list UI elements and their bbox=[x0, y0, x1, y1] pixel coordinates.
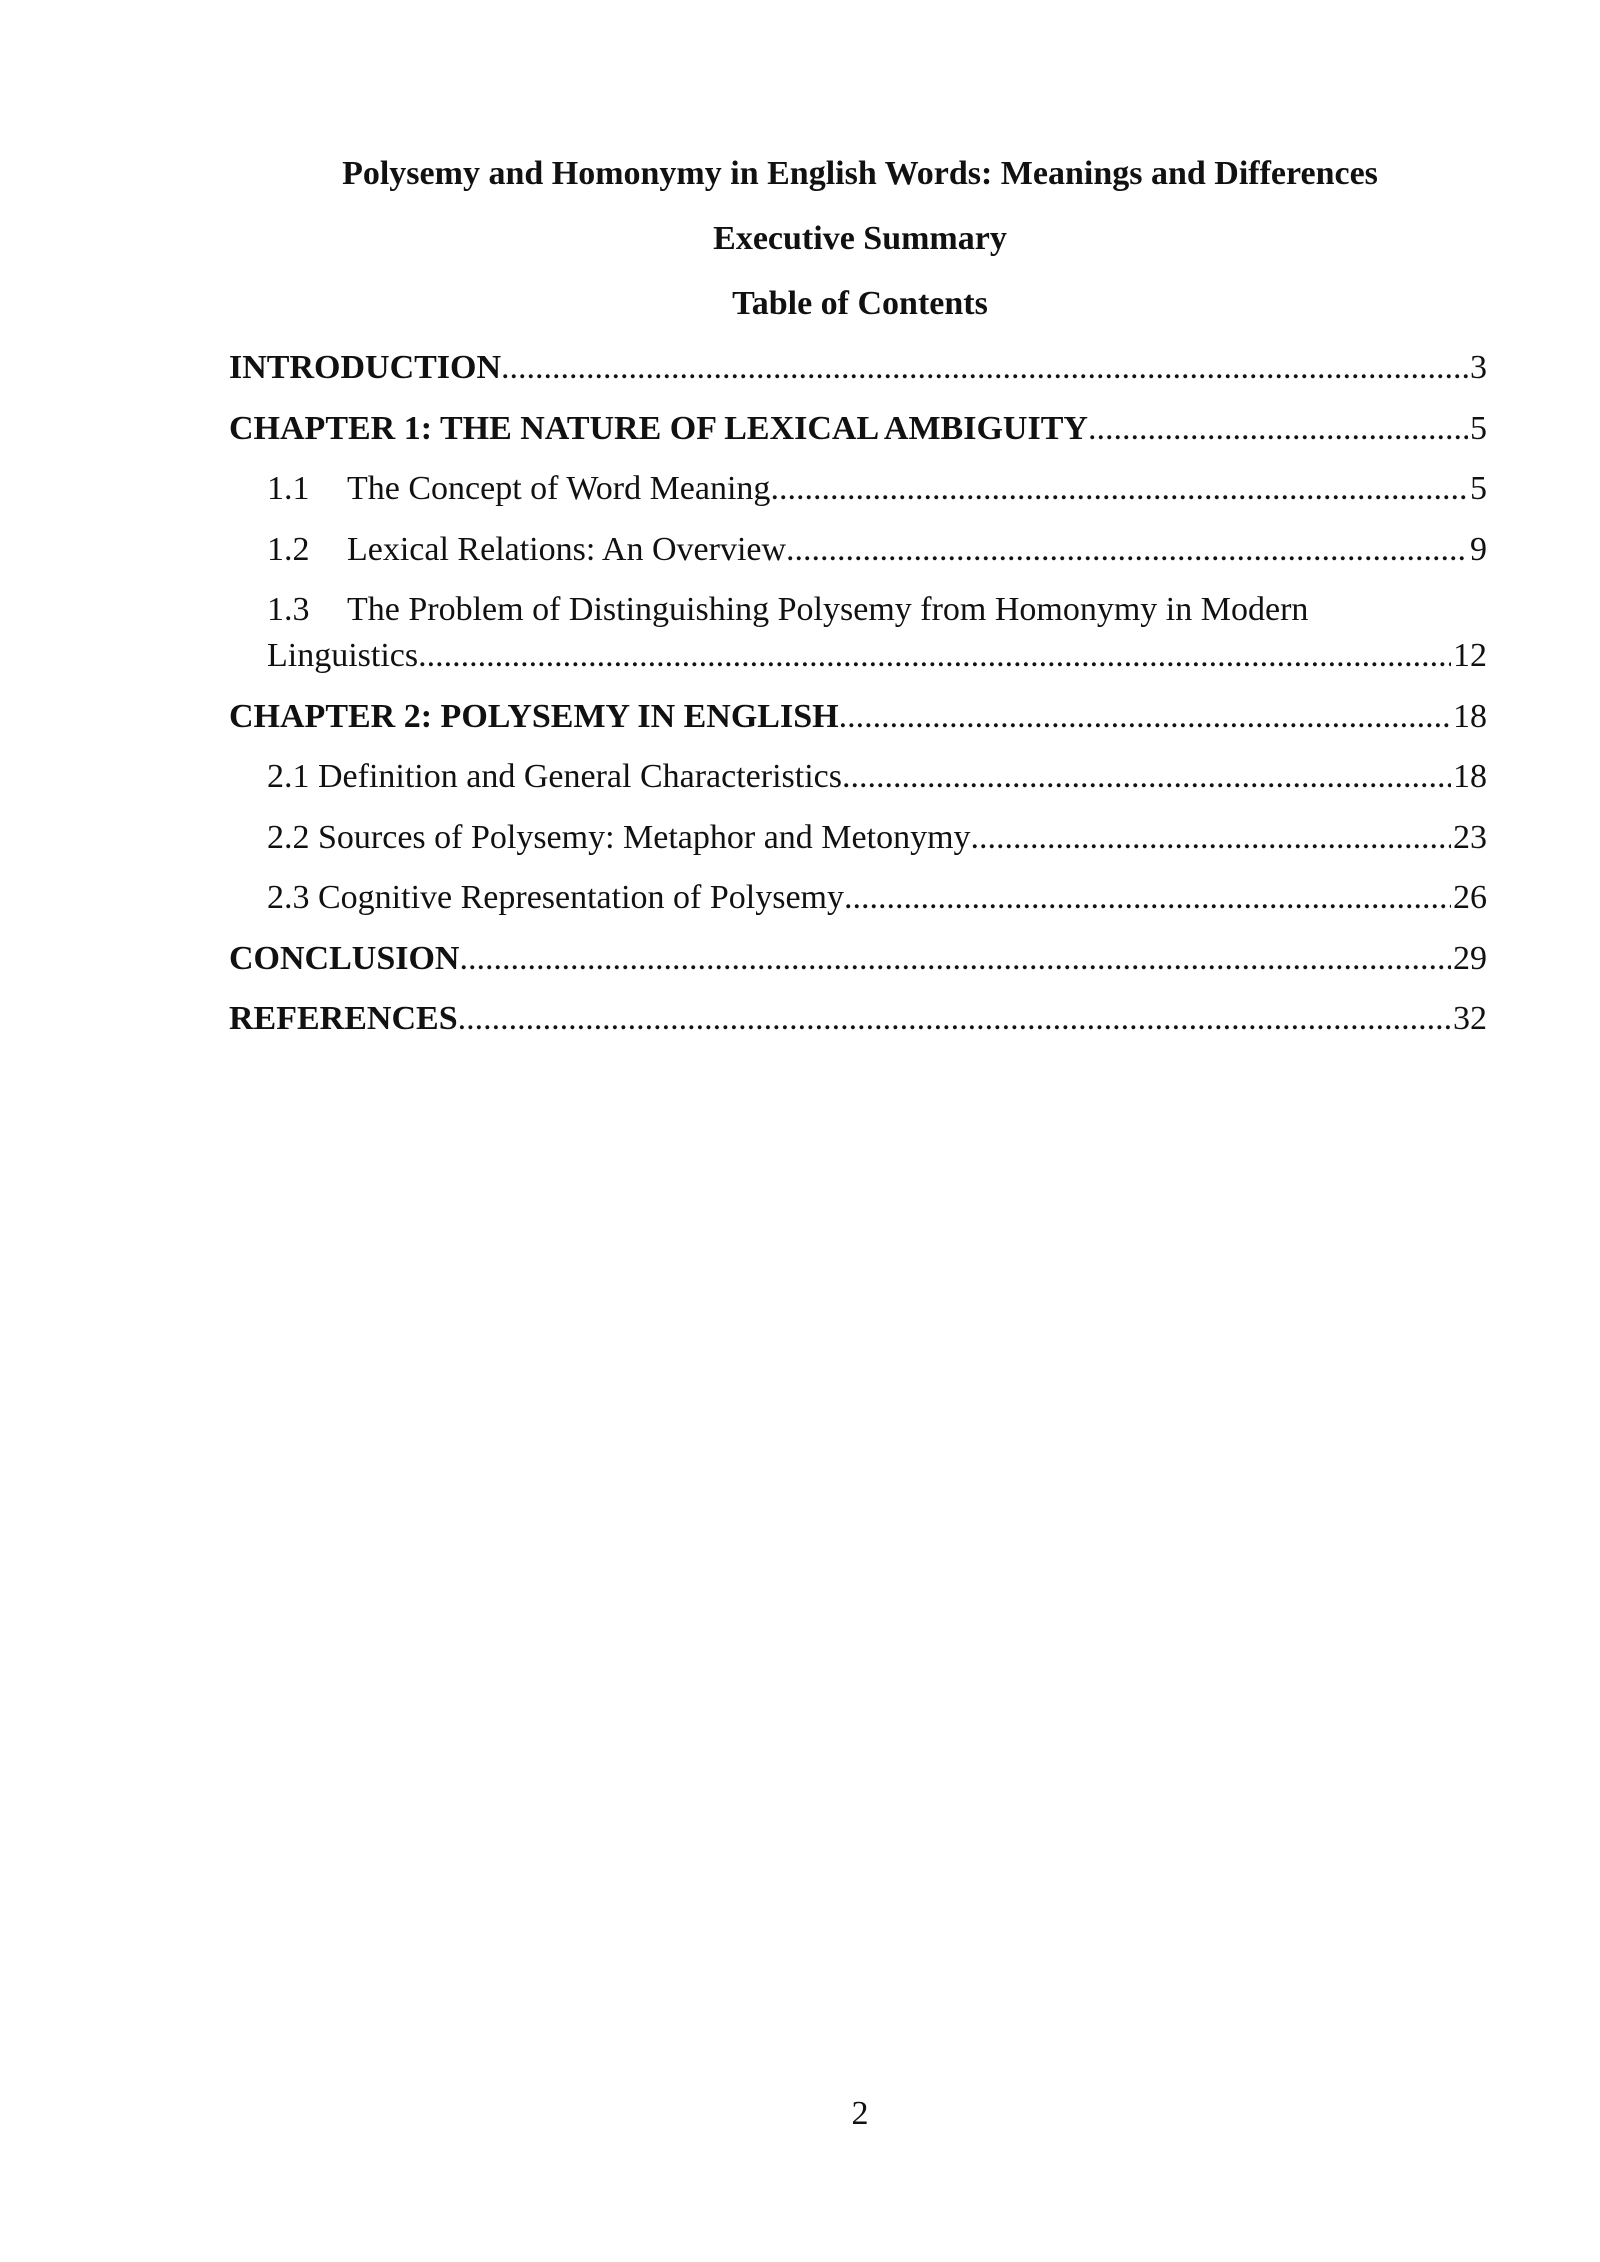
toc-entry-label: 2.2 Sources of Polysemy: Metaphor and Metonymy bbox=[267, 818, 971, 856]
toc-entry-label: The Concept of Word Meaning bbox=[347, 470, 771, 507]
toc-page-number: 26 bbox=[1453, 879, 1487, 916]
dot-leader bbox=[842, 757, 1451, 797]
toc-entry-label: 2.1 Definition and General Characteristics bbox=[267, 758, 842, 795]
toc-page-number: 32 bbox=[1453, 1000, 1487, 1037]
toc-entry-label: Lexical Relations: An Overview bbox=[347, 530, 787, 568]
dot-leader bbox=[418, 636, 1451, 676]
toc-page-number: 5 bbox=[1470, 470, 1487, 507]
dot-leader bbox=[770, 469, 1468, 509]
document-title: Polysemy and Homonymy in English Words: Meanings and Differences bbox=[342, 155, 1378, 192]
table-of-contents bbox=[229, 348, 1487, 1060]
executive-summary-heading: Executive Summary bbox=[713, 220, 1007, 257]
dot-leader bbox=[501, 348, 1468, 388]
toc-entry-label: CONCLUSION bbox=[229, 939, 460, 977]
toc-page-number: 23 bbox=[1453, 818, 1487, 856]
toc-entry-section-2-2[interactable] bbox=[229, 818, 1487, 858]
toc-entry-label-continued: Linguistics bbox=[267, 637, 419, 674]
toc-entry-chapter-2[interactable] bbox=[229, 697, 1487, 737]
toc-entry-section-2-1[interactable] bbox=[229, 757, 1487, 797]
toc-page-number: 18 bbox=[1453, 758, 1487, 795]
dot-leader bbox=[786, 530, 1468, 570]
toc-page-number: 9 bbox=[1470, 530, 1487, 568]
toc-page-number: 5 bbox=[1470, 409, 1487, 447]
toc-entry-label: INTRODUCTION bbox=[229, 349, 502, 386]
toc-entry-conclusion[interactable] bbox=[229, 939, 1487, 979]
dot-leader bbox=[1088, 409, 1468, 449]
toc-section-number: 1.2 bbox=[267, 530, 310, 568]
toc-section-number: 1.1 bbox=[267, 470, 310, 507]
toc-entry-label: CHAPTER 2: POLYSEMY IN ENGLISH bbox=[229, 697, 839, 735]
toc-entry-references[interactable] bbox=[229, 999, 1487, 1039]
toc-entry-label: REFERENCES bbox=[229, 1000, 458, 1037]
toc-section-number: 1.3 bbox=[267, 591, 310, 628]
toc-entry-section-1-2[interactable] bbox=[229, 530, 1487, 570]
toc-entry-section-2-3[interactable] bbox=[229, 878, 1487, 918]
dot-leader bbox=[844, 878, 1451, 918]
toc-entry-section-1-1[interactable] bbox=[229, 469, 1487, 509]
dot-leader bbox=[459, 939, 1451, 979]
toc-entry-section-1-3[interactable] bbox=[229, 590, 1487, 676]
dot-leader bbox=[839, 697, 1451, 737]
table-of-contents-heading: Table of Contents bbox=[732, 285, 988, 322]
page-number: 2 bbox=[851, 2095, 869, 2132]
toc-entry-chapter-1[interactable] bbox=[229, 409, 1487, 449]
toc-entry-first-line bbox=[267, 590, 1487, 636]
toc-entry-label: The Problem of Distinguishing Polysemy from Homonymy in Modern bbox=[347, 591, 1309, 628]
toc-entry-second-line bbox=[267, 636, 1487, 676]
toc-page-number: 12 bbox=[1453, 637, 1487, 674]
toc-entry-label: 2.3 Cognitive Representation of Polysemy bbox=[267, 879, 844, 916]
toc-entry-label: CHAPTER 1: THE NATURE OF LEXICAL AMBIGUITY bbox=[229, 409, 1088, 447]
toc-page-number: 3 bbox=[1470, 349, 1487, 386]
toc-page-number: 29 bbox=[1453, 939, 1487, 977]
dot-leader bbox=[458, 999, 1451, 1039]
dot-leader bbox=[971, 818, 1451, 858]
toc-page-number: 18 bbox=[1453, 697, 1487, 735]
toc-entry-introduction[interactable] bbox=[229, 348, 1487, 388]
